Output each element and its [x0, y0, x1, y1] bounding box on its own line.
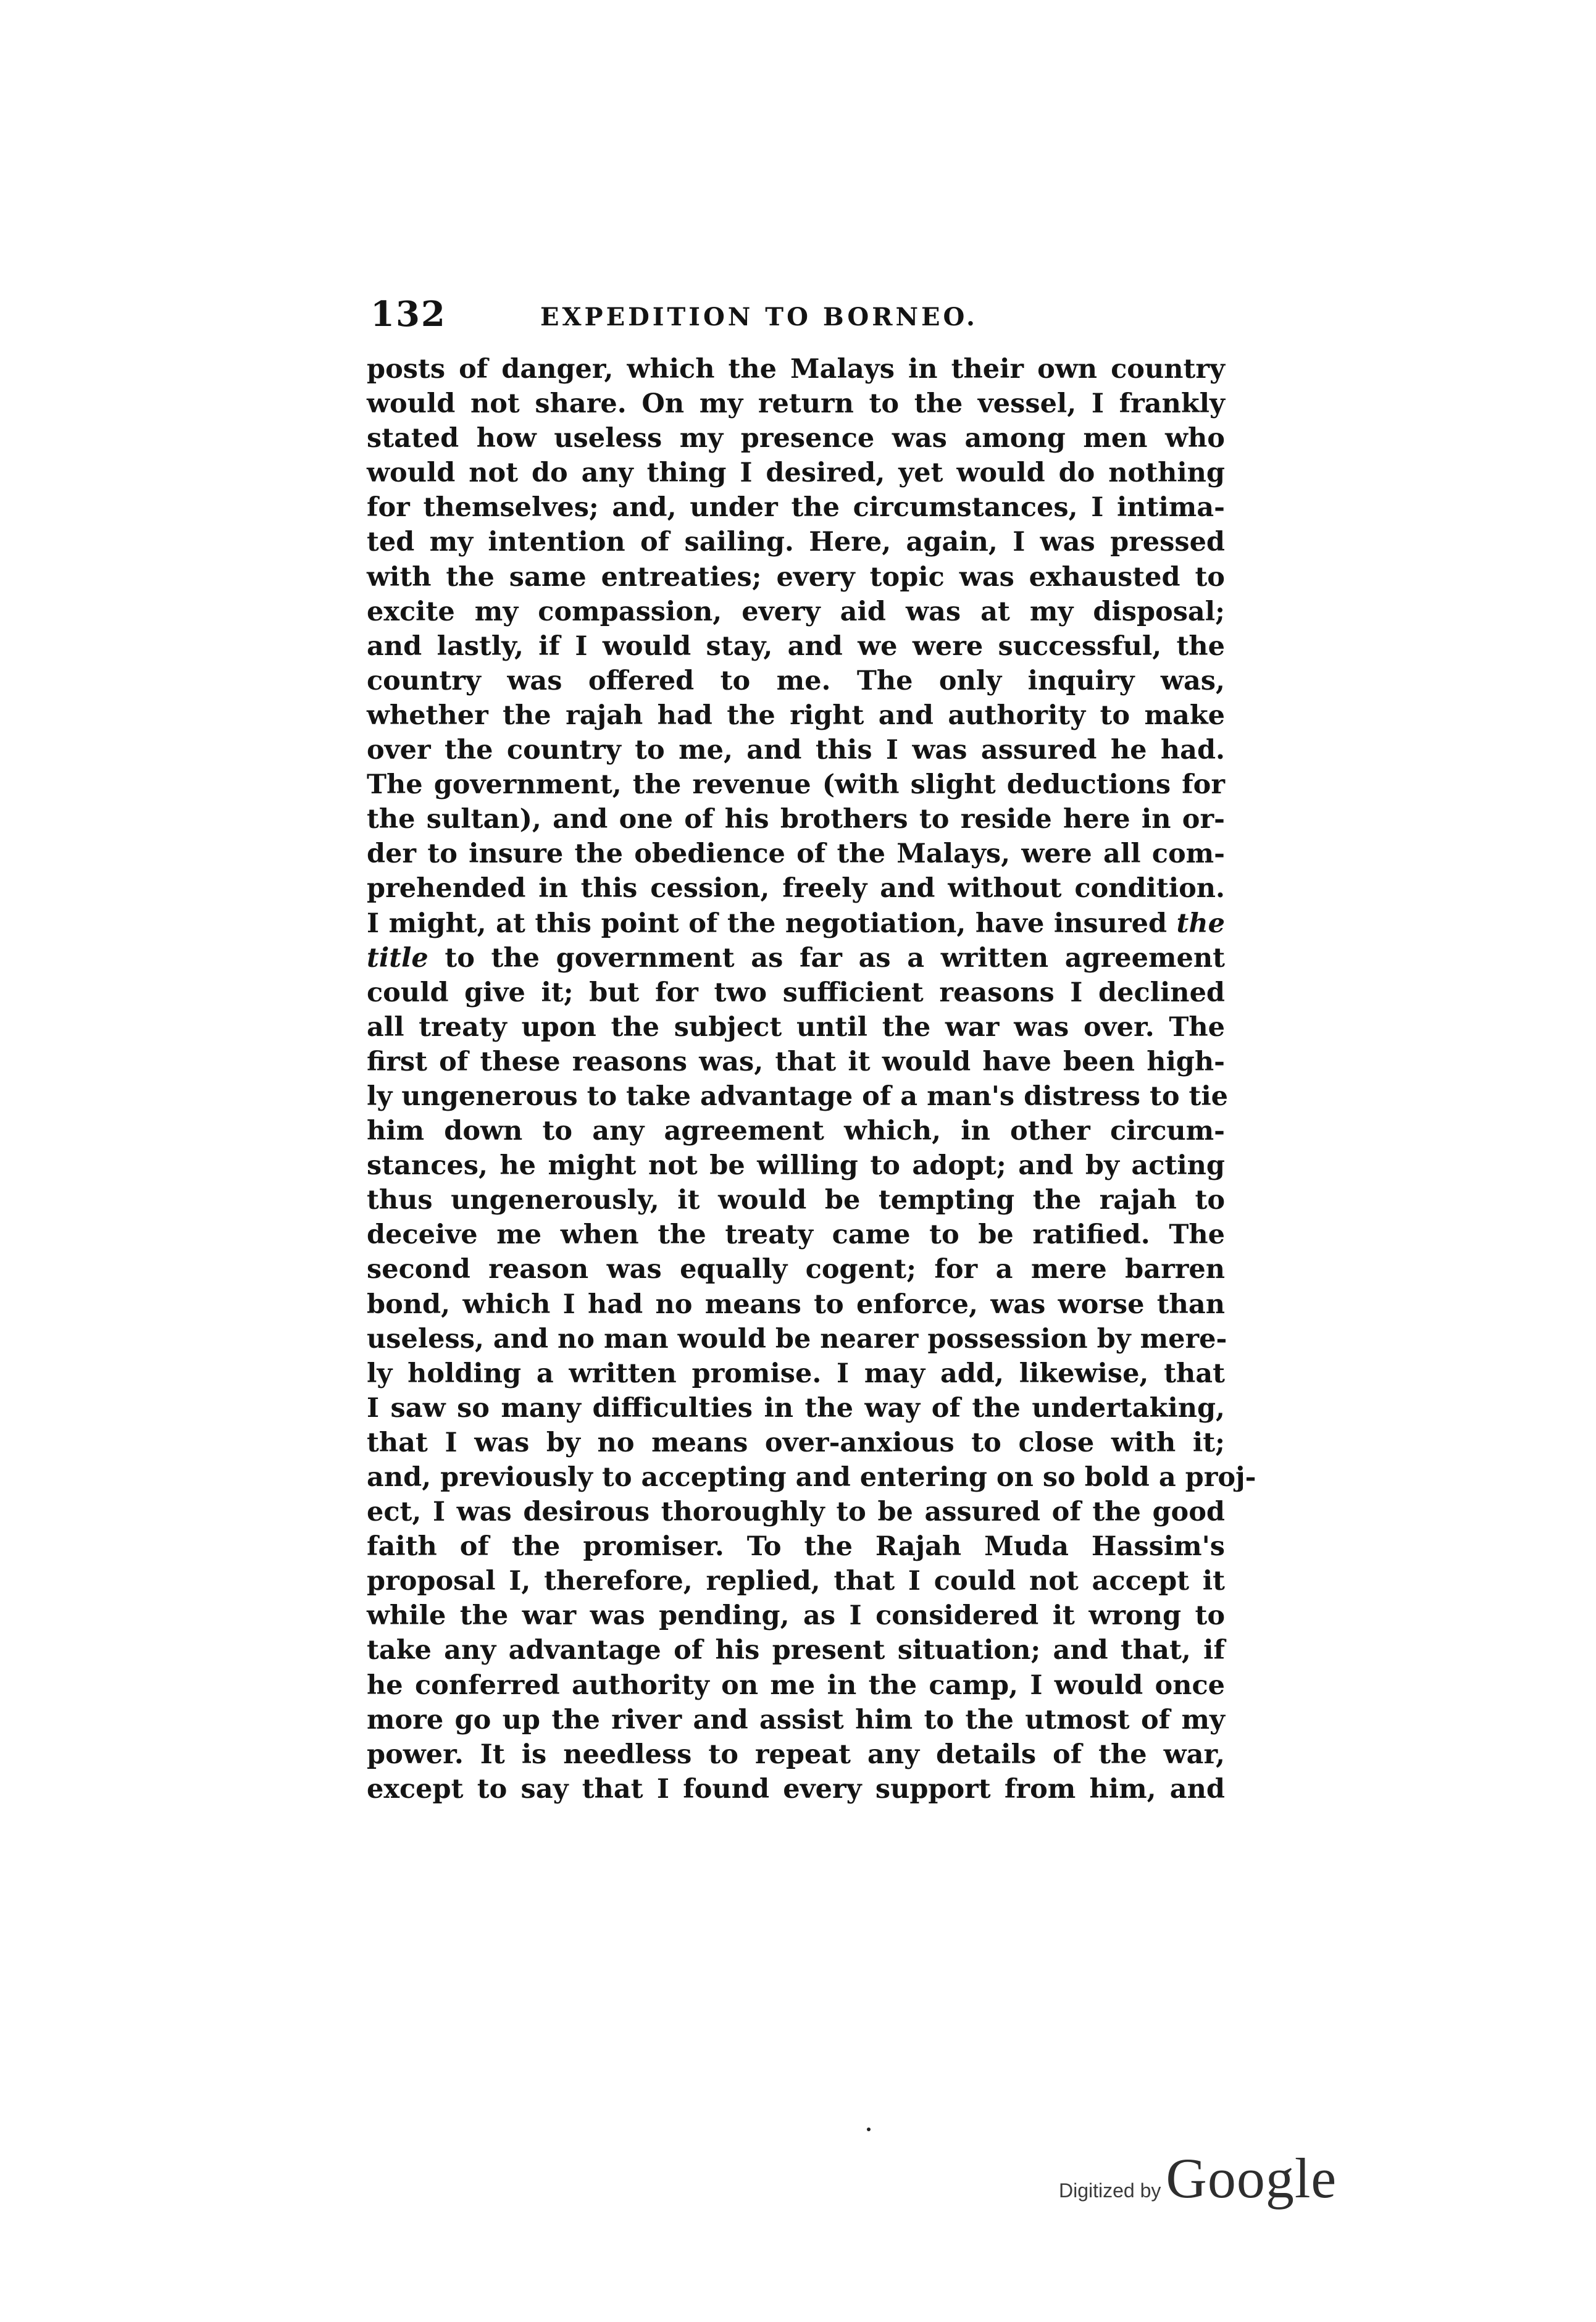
text-line: and lastly, if I would stay, and we were successful, the: [367, 630, 1225, 662]
text-line: thus ungenerously, it would be tempting the rajah to: [367, 1185, 1225, 1216]
text-line: I might, at this point of the negotiation, have insured the: [367, 908, 1225, 939]
text-line: country was offered to me. The only inquiry was,: [367, 665, 1225, 696]
text-line: first of these reasons was, that it would have been high-: [367, 1046, 1225, 1077]
text-line: all treaty upon the subject until the war was over. The: [367, 1011, 1225, 1043]
text-line: excite my compassion, every aid was at my disposal;: [367, 596, 1225, 627]
google-logo: Google: [1166, 2147, 1337, 2210]
text-line: over the country to me, and this I was assured he had.: [367, 735, 1225, 766]
text-line: prehended in this cession, freely and without condition.: [367, 873, 1225, 904]
text-line: with the same entreaties; every topic was exhausted to: [367, 561, 1225, 593]
text-line: him down to any agreement which, in other circum-: [367, 1116, 1225, 1147]
text-line: except to say that I found every support from him, and: [367, 1773, 1225, 1805]
text-line: deceive me when the treaty came to be ratified. The: [367, 1219, 1225, 1251]
text-line: the sultan), and one of his brothers to reside here in or-: [367, 804, 1225, 835]
italic-word: title: [367, 942, 428, 974]
text-line: proposal I, therefore, replied, that I could not accept it: [367, 1566, 1225, 1597]
text-line: The government, the revenue (with slight deductions for: [367, 769, 1225, 801]
italic-word: the: [1176, 908, 1225, 939]
text-line: ly holding a written promise. I may add, likewise, that: [367, 1358, 1225, 1389]
text-line: I saw so many difficulties in the way of the undertaking,: [367, 1392, 1225, 1424]
text-line: that I was by no means over-anxious to close with it;: [367, 1427, 1225, 1458]
text-line: ly ungenerous to take advantage of a man's distress to tie: [367, 1080, 1229, 1112]
running-head: EXPEDITION TO BORNEO.: [540, 303, 978, 332]
text-line: could give it; but for two sufficient reasons I declined: [367, 977, 1225, 1008]
page-header: [370, 294, 1222, 343]
digitized-watermark: [1059, 2145, 1337, 2210]
text-line: would not do any thing I desired, yet would do nothing: [367, 457, 1225, 489]
body-text: [367, 352, 1256, 1806]
text-line: faith of the promiser. To the Rajah Muda Hassim's: [367, 1531, 1225, 1563]
ink-speck: [867, 2128, 871, 2131]
text-line: power. It is needless to repeat any details of the war,: [367, 1739, 1225, 1770]
text-line: bond, which I had no means to enforce, was worse than: [367, 1288, 1225, 1320]
text-line: and, previously to accepting and entering on so bold a proj-: [367, 1462, 1256, 1493]
text-line: while the war was pending, as I considered it wrong to: [367, 1600, 1225, 1632]
text-line: der to insure the obedience of the Malays, were all com-: [367, 838, 1225, 870]
text-line: whether the rajah had the right and authority to make: [367, 700, 1225, 731]
text-line: he conferred authority on me in the camp, I would once: [367, 1669, 1225, 1701]
text-line: stated how useless my presence was among men who: [367, 423, 1225, 454]
text-line: ted my intention of sailing. Here, again, I was pressed: [367, 527, 1225, 558]
text-line: posts of danger, which the Malays in their own country: [367, 354, 1225, 385]
text-line: title to the government as far as a written agreement: [367, 942, 1225, 974]
text-line: would not share. On my return to the vessel, I frankly: [367, 388, 1225, 420]
watermark-prefix: Digitized by: [1059, 2179, 1161, 2202]
text-line: ect, I was desirous thoroughly to be assured of the good: [367, 1497, 1225, 1528]
page-number: 132: [370, 294, 446, 335]
text-line: useless, and no man would be nearer possession by mere-: [367, 1323, 1227, 1355]
text-line: take any advantage of his present situation; and that, if: [367, 1635, 1225, 1666]
text-line: for themselves; and, under the circumstances, I intima-: [367, 492, 1225, 524]
text-line: second reason was equally cogent; for a mere barren: [367, 1254, 1225, 1285]
text-line: more go up the river and assist him to the utmost of my: [367, 1704, 1225, 1735]
text-line: stances, he might not be willing to adopt; and by acting: [367, 1150, 1225, 1182]
